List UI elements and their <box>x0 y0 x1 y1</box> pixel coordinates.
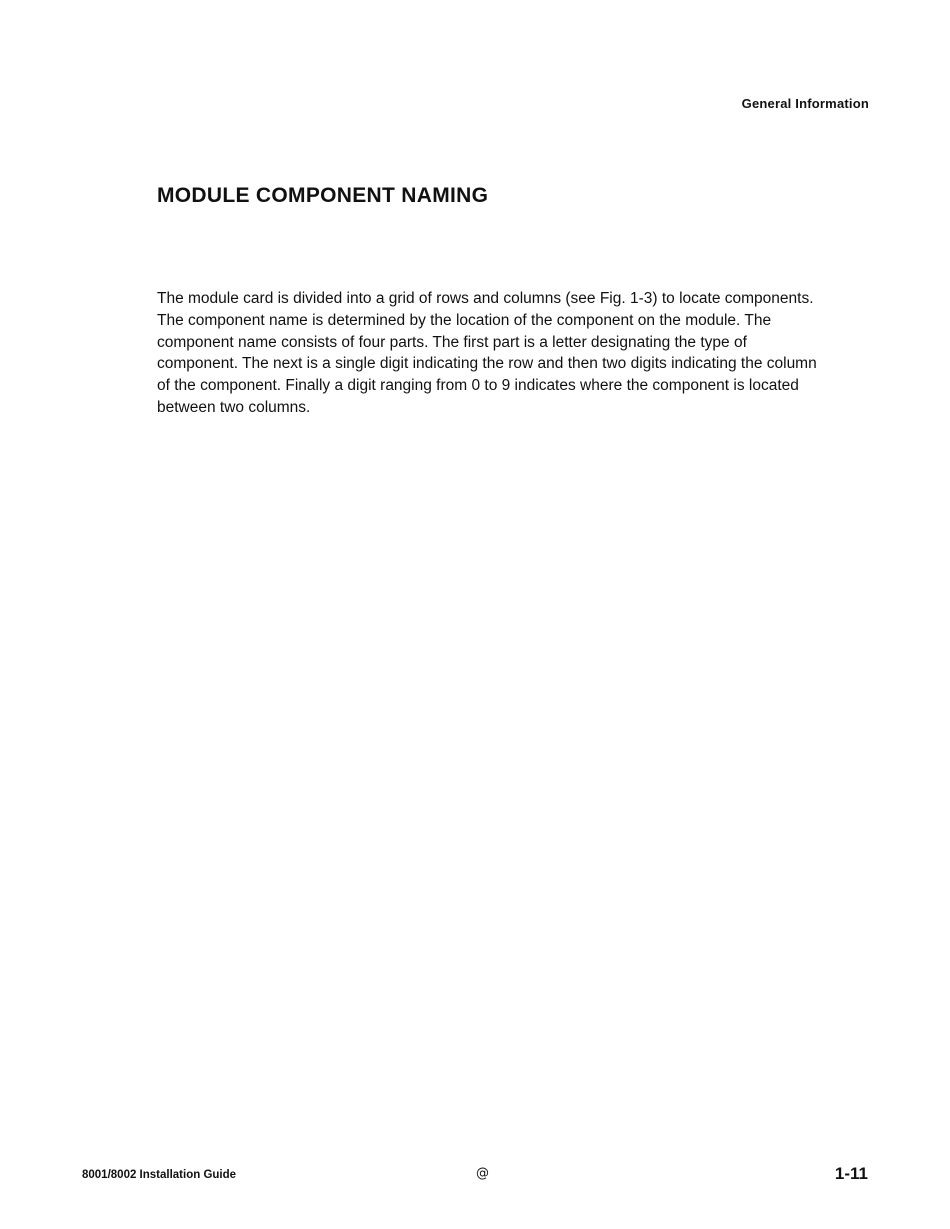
section-title: MODULE COMPONENT NAMING <box>157 184 489 207</box>
footer-center-mark: @ <box>476 1166 489 1181</box>
running-header: General Information <box>741 96 869 111</box>
footer-document-title: 8001/8002 Installation Guide <box>82 1169 237 1181</box>
page-number: 1-11 <box>834 1164 868 1183</box>
body-paragraph: The module card is divided into a grid of rows and columns (see Fig. 1-3) to locate components. The component name is determined by the location of the component on the module. The component name consists of four parts. The first part is a letter designating the type of component. The next is a single digit indicating the row and then two digits indicating the column of the component. Finally a digit ranging from 0 to 9 indicates where the component is located between two columns. <box>157 290 817 416</box>
